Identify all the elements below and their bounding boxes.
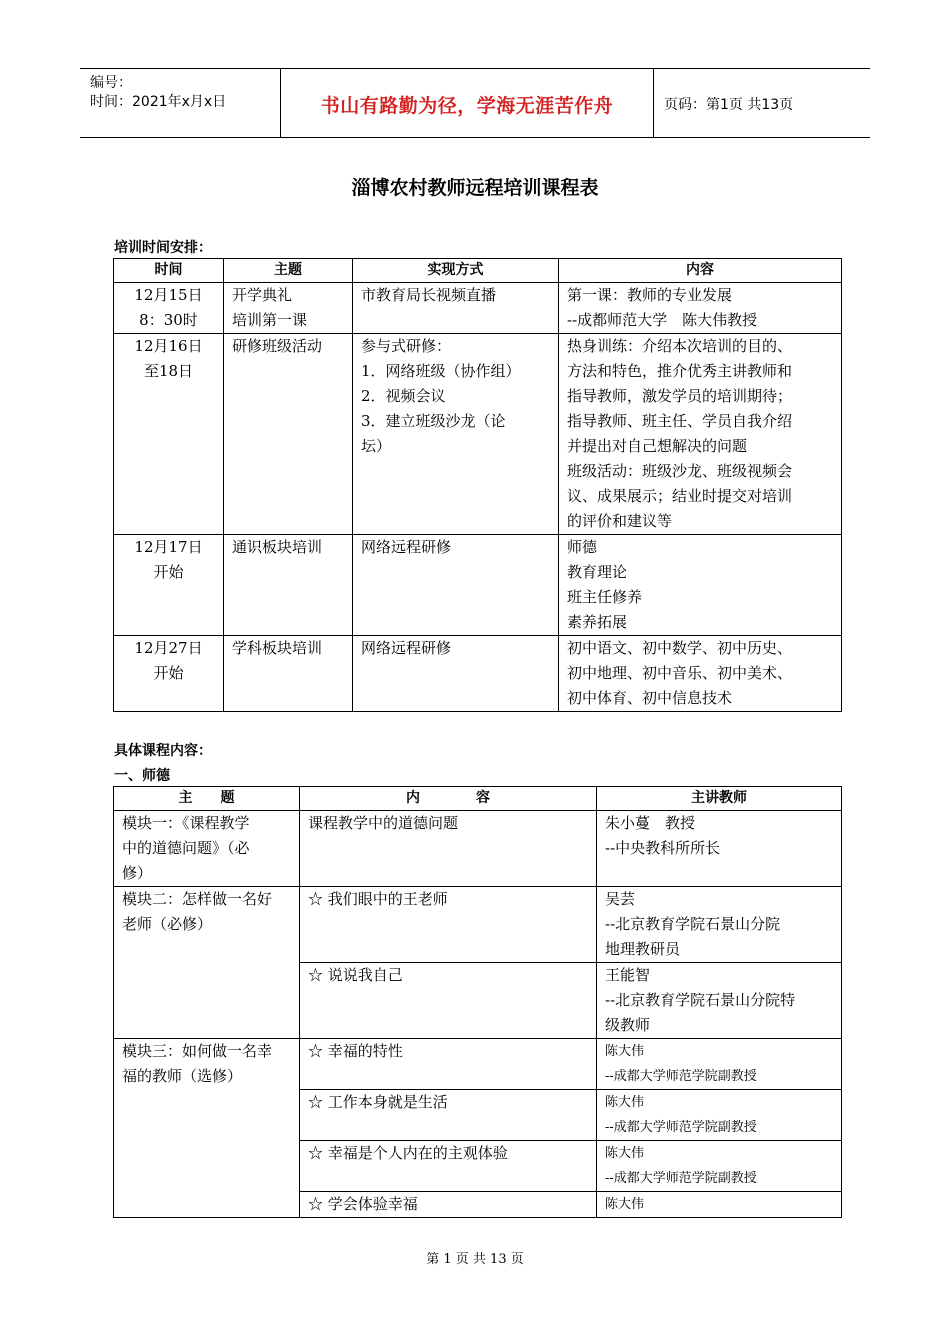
teacher-cell (597, 963, 842, 1039)
cell-line: 培训第一课 (232, 311, 308, 329)
table-row (114, 887, 842, 963)
schedule-table (113, 258, 842, 712)
cell-line: 参与式研修： (361, 337, 452, 355)
cell-line: 通识板块培训 (232, 538, 323, 556)
teacher-cell (597, 1192, 842, 1218)
date-label: 时间：2021年x月x日 (90, 94, 227, 110)
course-header-row (114, 787, 842, 811)
cell-line: 至18日 (143, 362, 194, 380)
col-header-topic: 主题 (224, 259, 353, 283)
cell-line: --成都大学师范学院副教授 (605, 1069, 757, 1084)
cell-line: 素养拓展 (567, 613, 628, 631)
document-title: 淄博农村教师远程培训课程表 (351, 177, 599, 199)
cell-line: --北京教育学院石景山分院特 (605, 991, 796, 1009)
cell-line: 陈大伟 (605, 1146, 645, 1161)
cell-line: 陈大伟 (605, 1044, 645, 1059)
cell-line: 班主任修养 (567, 588, 643, 606)
cell-line: 网络远程研修 (361, 639, 452, 657)
cell-line: 12月15日 (134, 286, 203, 304)
col-header-content: 内容 (559, 259, 842, 283)
motto: 书山有路勤为径，学海无涯苦作舟 (320, 95, 614, 117)
cell-line: 王能智 (605, 966, 651, 984)
col-header-time: 时间 (114, 259, 224, 283)
topic-cell (224, 334, 353, 535)
cell-line: 陈大伟 (605, 1197, 645, 1212)
time-cell (114, 535, 224, 636)
header-meta-cell (80, 69, 280, 137)
course-subsection-label: 一、师德 (114, 768, 170, 784)
cell-line: 12月27日 (134, 639, 203, 657)
method-cell (353, 636, 559, 712)
cell-line: 开学典礼 (232, 286, 293, 304)
cell-line: 2．视频会议 (361, 387, 446, 405)
col-header-method: 实现方式 (353, 259, 559, 283)
cell-line: 网络远程研修 (361, 538, 452, 556)
cell-line: 初中体育、初中信息技术 (567, 689, 733, 707)
cell-line: 1．网络班级（协作组） (361, 362, 521, 380)
cell-line: 指导教师，激发学员的培训期待； (567, 387, 793, 405)
cell-line: 方法和特色，推介优秀主讲教师和 (567, 362, 793, 380)
cell-line: 模块一：《课程教学 (122, 814, 250, 832)
cell-line: 地理教研员 (605, 940, 681, 958)
cell-line: 研修班级活动 (232, 337, 323, 355)
cell-line: 坛） (361, 437, 392, 455)
content-cell (559, 535, 842, 636)
table-row (114, 636, 842, 712)
col-header-teacher: 主讲教师 (597, 787, 842, 811)
course-content-cell: ☆ 我们眼中的王老师 (300, 887, 597, 963)
header-motto-cell (280, 69, 654, 137)
teacher-cell (597, 1090, 842, 1141)
topic-cell (224, 535, 353, 636)
serial-label: 编号： (90, 75, 132, 91)
cell-line: 开始 (153, 563, 184, 581)
cell-line: 修） (122, 864, 153, 882)
time-cell (114, 636, 224, 712)
cell-line: 指导教师、班主任、学员自我介绍 (567, 412, 793, 430)
document-header (80, 68, 870, 138)
table-row (114, 283, 842, 334)
cell-line: --成都大学师范学院副教授 (605, 1120, 757, 1135)
cell-line: 模块三：如何做一名幸 (122, 1042, 273, 1060)
table-row (114, 811, 842, 887)
cell-line: 中的道德问题》（必 (122, 839, 250, 857)
page-footer: 第 1 页 共 13 页 (426, 1252, 524, 1267)
cell-line: --中央教科所所长 (605, 839, 721, 857)
module-title-cell (114, 1039, 300, 1218)
cell-line: 开始 (153, 664, 184, 682)
cell-line: --北京教育学院石景山分院 (605, 915, 781, 933)
module-title-cell (114, 887, 300, 1039)
table-row (114, 334, 842, 535)
cell-line: 师德 (567, 538, 598, 556)
time-cell (114, 334, 224, 535)
course-table (113, 786, 842, 1218)
cell-line: 8：30时 (139, 311, 198, 329)
content-cell (559, 283, 842, 334)
table-row (114, 1039, 842, 1090)
page-info: 页码：第1页 共13页 (664, 97, 794, 113)
cell-line: 福的教师（选修） (122, 1067, 243, 1085)
schedule-section-label: 培训时间安排： (114, 240, 212, 256)
cell-line: 陈大伟 (605, 1095, 645, 1110)
schedule-header-row (114, 259, 842, 283)
teacher-cell (597, 1039, 842, 1090)
cell-line: 初中地理、初中音乐、初中美术、 (567, 664, 793, 682)
course-content-cell: ☆ 说说我自己 (300, 963, 597, 1039)
cell-line: 班级活动：班级沙龙、班级视频会 (567, 462, 793, 480)
cell-line: 议、成果展示；结业时提交对培训 (567, 487, 793, 505)
cell-line: --成都师范大学 陈大伟教授 (567, 311, 758, 329)
cell-line: 3．建立班级沙龙（论 (361, 412, 506, 430)
content-cell (559, 636, 842, 712)
cell-line: 模块二：怎样做一名好 (122, 890, 273, 908)
cell-line: 学科板块培训 (232, 639, 323, 657)
cell-line: 12月17日 (134, 538, 203, 556)
content-cell (559, 334, 842, 535)
table-row (114, 535, 842, 636)
cell-line: 12月16日 (134, 337, 203, 355)
cell-line: 的评价和建议等 (567, 512, 673, 530)
teacher-cell (597, 1141, 842, 1192)
cell-line: 并提出对自己想解决的问题 (567, 437, 748, 455)
cell-line: 老师（必修） (122, 915, 213, 933)
method-cell (353, 535, 559, 636)
cell-line: 市教育局长视频直播 (361, 286, 497, 304)
course-content-cell: ☆ 幸福的特性 (300, 1039, 597, 1090)
method-cell (353, 334, 559, 535)
topic-cell (224, 636, 353, 712)
cell-line: 初中语文、初中数学、初中历史、 (567, 639, 793, 657)
method-cell (353, 283, 559, 334)
cell-line: 教育理论 (567, 563, 628, 581)
cell-line: 朱小蔓 教授 (605, 814, 696, 832)
col-header-course-content: 内 容 (300, 787, 597, 811)
course-content-cell: ☆ 幸福是个人内在的主观体验 (300, 1141, 597, 1192)
course-section-label: 具体课程内容： (114, 743, 212, 759)
topic-cell (224, 283, 353, 334)
teacher-cell (597, 811, 842, 887)
course-content-cell: ☆ 学会体验幸福 (300, 1192, 597, 1218)
cell-line: 热身训练：介绍本次培训的目的、 (567, 337, 793, 355)
module-title-cell (114, 811, 300, 887)
cell-line: 吴芸 (605, 890, 636, 908)
course-content-cell: ☆ 工作本身就是生活 (300, 1090, 597, 1141)
course-content-cell: 课程教学中的道德问题 (300, 811, 597, 887)
cell-line: --成都大学师范学院副教授 (605, 1171, 757, 1186)
teacher-cell (597, 887, 842, 963)
time-cell (114, 283, 224, 334)
cell-line: 第一课：教师的专业发展 (567, 286, 733, 304)
cell-line: 级教师 (605, 1016, 651, 1034)
col-header-theme: 主 题 (114, 787, 300, 811)
header-page-cell (654, 69, 870, 137)
